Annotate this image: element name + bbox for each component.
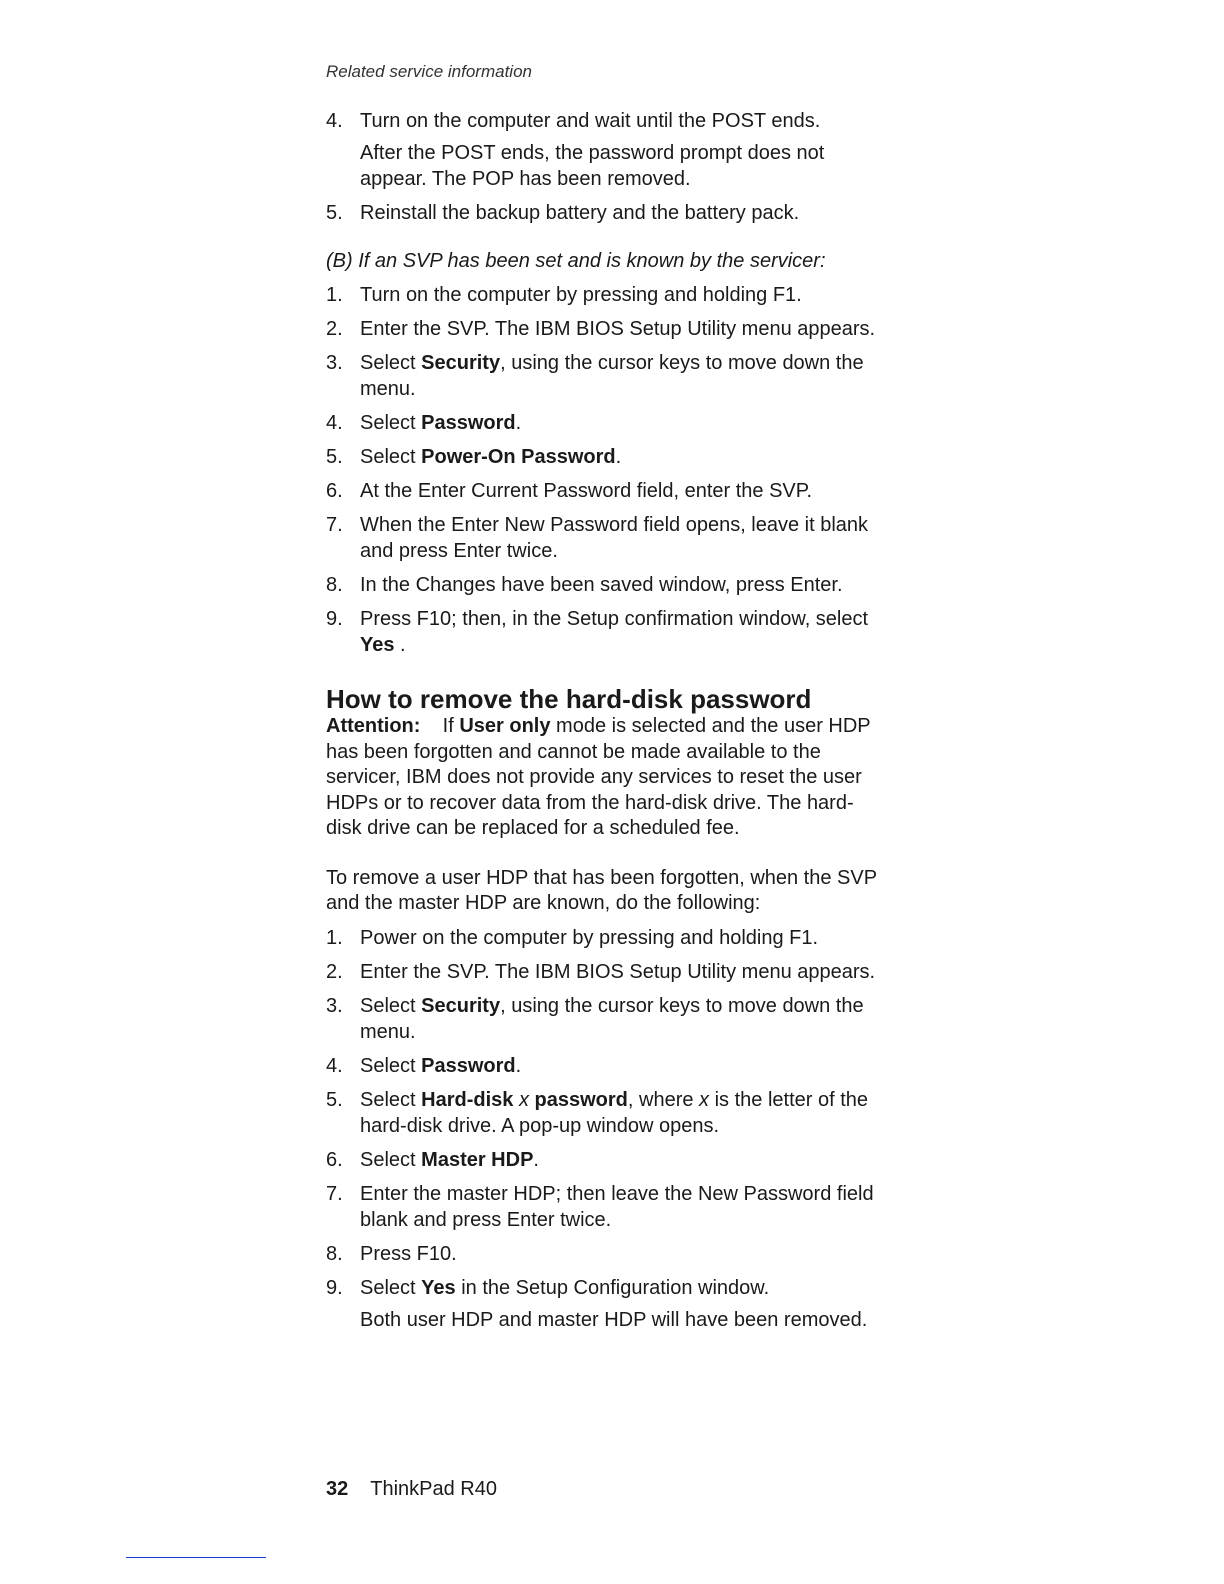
step-number: 4. (326, 110, 343, 132)
step-text: When the Enter New Password field opens, leave it blank and press Enter twice. (360, 514, 869, 562)
step-number: 9. (326, 1276, 343, 1299)
text-run: mode is selected and the user HDP has been forgotten and cannot be made available to the servicer, IBM does not provide any services to reset the user HDPs or to recover data from the hard-disk drive. The hard-disk drive can be replaced for a scheduled fee. (326, 715, 871, 839)
step-text (360, 993, 886, 1045)
list-item (326, 1147, 886, 1173)
attention-label: Attention: (326, 715, 421, 737)
italic-var: x (699, 1088, 710, 1111)
list-item (326, 316, 886, 342)
text-run: Select (360, 446, 422, 468)
step-text: Enter the master HDP; then leave the New Password field blank and press Enter twice. (360, 1182, 874, 1231)
list-item (326, 350, 886, 402)
text-run: is the letter of the hard-disk drive. A pop-up window opens. (360, 1088, 869, 1137)
step-number: 2. (326, 318, 343, 340)
text-run: Select (360, 1088, 422, 1111)
text-run: Select (360, 1054, 422, 1077)
bold-term: Security (421, 352, 501, 374)
step-number: 5. (326, 202, 343, 224)
steps-list-a (326, 108, 886, 226)
list-item (326, 993, 886, 1045)
text-run: Select (360, 412, 422, 434)
step-number: 8. (326, 574, 343, 596)
bold-term: Hard-disk (421, 1088, 514, 1111)
step-text (360, 350, 886, 402)
step-text (360, 444, 886, 470)
text-run: Select (360, 1276, 422, 1299)
running-head: Related service information (326, 62, 532, 81)
step-text: At the Enter Current Password field, enter the SVP. (360, 480, 813, 502)
step-number: 6. (326, 480, 343, 502)
step-number: 5. (326, 1088, 343, 1111)
page-footer (326, 1478, 497, 1501)
step-text: Reinstall the backup battery and the battery pack. (360, 202, 800, 224)
steps-list-b (326, 282, 886, 658)
list-item (326, 606, 886, 658)
attention-paragraph (326, 714, 886, 842)
list-item (326, 959, 886, 985)
step-number: 8. (326, 1242, 343, 1265)
step-text (360, 1275, 886, 1301)
italic-var: x (513, 1088, 535, 1111)
bold-term: User only (459, 715, 551, 737)
list-item (326, 572, 886, 598)
list-item (326, 1241, 886, 1267)
list-item (326, 108, 886, 134)
text-run: . (515, 412, 522, 434)
step-text: Turn on the computer by pressing and holding F1. (360, 284, 802, 306)
text-run: Select (360, 994, 422, 1017)
text-run: Press F10; then, in the Setup confirmation window, select (360, 608, 869, 630)
list-item (326, 1181, 886, 1233)
steps-list-c (326, 925, 886, 1333)
step-text: Enter the SVP. The IBM BIOS Setup Utility menu appears. (360, 318, 876, 340)
bold-term: Yes (360, 634, 395, 656)
step-number: 3. (326, 994, 343, 1017)
step-text: Turn on the computer and wait until the POST ends. (360, 110, 821, 132)
list-item (326, 444, 886, 470)
step-text (360, 1087, 886, 1139)
text-run: Select (360, 352, 422, 374)
bold-term: password (534, 1088, 628, 1111)
bold-term: Security (421, 994, 501, 1017)
text-run: . (515, 1054, 522, 1077)
step-number: 2. (326, 960, 343, 983)
step-number: 5. (326, 446, 343, 468)
product-name: ThinkPad R40 (370, 1478, 497, 1500)
list-item (326, 925, 886, 951)
step-number: 6. (326, 1148, 343, 1171)
text-run: Select (360, 1148, 422, 1171)
text-run: , using the cursor keys to move down the menu. (360, 352, 864, 400)
section-heading: How to remove the hard-disk password (326, 684, 812, 714)
step-number: 7. (326, 514, 343, 536)
page-body (326, 58, 886, 1341)
step-number: 4. (326, 1054, 343, 1077)
bold-term: Yes (421, 1276, 456, 1299)
footnote-rule (126, 1557, 266, 1558)
step-number: 4. (326, 412, 343, 434)
step-number: 3. (326, 352, 343, 374)
step-note: After the POST ends, the password prompt does not appear. The POP has been removed. (360, 142, 825, 190)
list-item (326, 410, 886, 436)
step-text (360, 1053, 886, 1079)
list-item (326, 478, 886, 504)
list-item (326, 1053, 886, 1079)
step-text (360, 1147, 886, 1173)
list-item (326, 200, 886, 226)
text-run: If (442, 715, 460, 737)
list-item (326, 1275, 886, 1301)
bold-term: Password (421, 412, 516, 434)
list-item (326, 1087, 886, 1139)
text-run: , using the cursor keys to move down the menu. (360, 994, 864, 1043)
text-run: in the Setup Configuration window. (455, 1276, 770, 1299)
step-text: Enter the SVP. The IBM BIOS Setup Utility menu appears. (360, 960, 876, 983)
step-text: Power on the computer by pressing and holding F1. (360, 926, 819, 949)
step-text: In the Changes have been saved window, press Enter. (360, 574, 843, 596)
intro-paragraph: To remove a user HDP that has been forgotten, when the SVP and the master HDP are known, do the following: (326, 866, 877, 914)
text-run: . (533, 1148, 539, 1171)
text-run: , where (627, 1088, 700, 1111)
step-note: Both user HDP and master HDP will have been removed. (360, 1308, 868, 1331)
condition-heading: (B) If an SVP has been set and is known by the servicer: (326, 250, 826, 272)
step-number: 1. (326, 284, 343, 306)
bold-term: Password (421, 1054, 516, 1077)
step-text (360, 410, 886, 436)
bold-term: Master HDP (421, 1148, 534, 1171)
list-item (326, 282, 886, 308)
text-run: . (394, 634, 406, 656)
step-number: 7. (326, 1182, 343, 1205)
step-text: Press F10. (360, 1242, 457, 1265)
step-text (360, 606, 886, 658)
step-number: 1. (326, 926, 343, 949)
page-number: 32 (326, 1478, 349, 1500)
list-item (326, 512, 886, 564)
step-number: 9. (326, 608, 343, 630)
bold-term: Power-On Password (421, 446, 616, 468)
text-run: . (615, 446, 622, 468)
